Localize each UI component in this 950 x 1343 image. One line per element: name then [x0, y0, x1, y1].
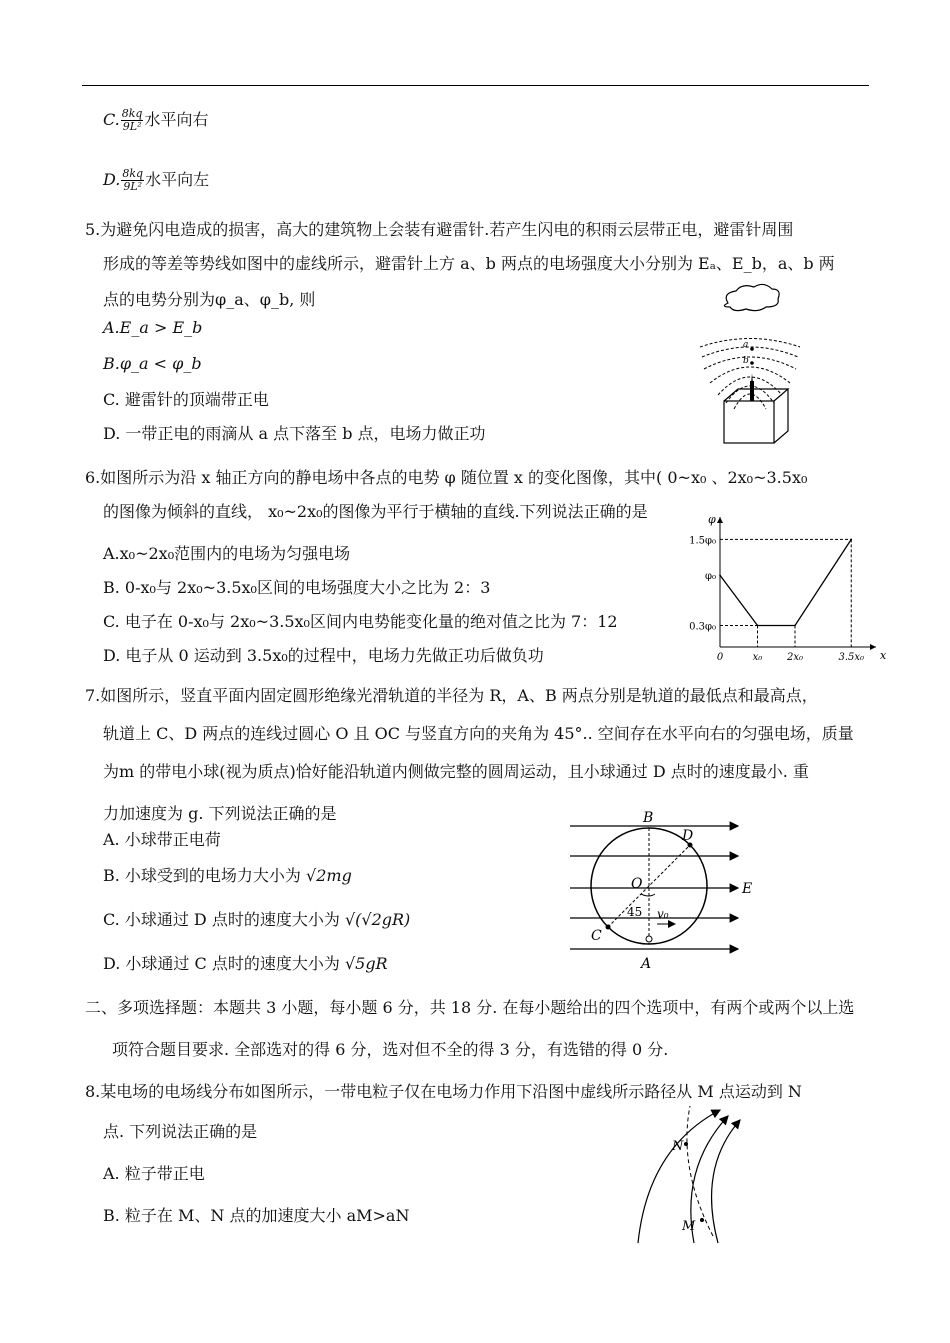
q5-option-d: D. 一带正电的雨滴从 a 点下落至 b 点，电场力做正功	[103, 424, 486, 443]
point-a	[750, 347, 754, 351]
x-axis-label: x	[880, 649, 887, 662]
q5-option-a: A.E_a > E_b	[103, 318, 203, 337]
point-b	[750, 361, 754, 365]
q7-stem-2: 轨道上 C、D 两点的连线过圆心 O 且 OC 与竖直方向的夹角为 45°.. 空间存在水平向右的匀强电场，质量	[103, 724, 854, 743]
chart-series	[719, 539, 852, 627]
data-point	[719, 574, 721, 576]
angle-arc	[641, 894, 655, 896]
chart-guides	[720, 539, 851, 647]
label-c: C	[591, 928, 602, 944]
label-b: b	[743, 356, 749, 366]
cloud	[724, 284, 779, 310]
q7-option-a: A. 小球带正电荷	[103, 830, 221, 849]
q7-stem-1: 7.如图所示，竖直平面内固定圆形绝缘光滑轨道的半径为 R，A、B 两点分别是轨道的最低点和最高点，	[85, 686, 818, 705]
option-label: C.	[103, 110, 120, 129]
q6-option-b: B. 0-x₀与 2x₀~3.5x₀区间的电场强度大小之比为 2：3	[103, 578, 491, 597]
header-rule	[82, 85, 869, 86]
x-tick-label: 0	[716, 652, 724, 663]
q7-circular-track-figure	[565, 806, 765, 976]
y-tick-label: 1.5φ₀	[689, 535, 716, 547]
q7-option-c: C. 小球通过 D 点时的速度大小为 √(√2gR)	[103, 910, 411, 929]
x-tick-label: 2x₀	[786, 652, 804, 663]
label-a: A	[641, 956, 652, 972]
q6-option-c: C. 电子在 0-x₀与 2x₀~3.5x₀区间内电势能变化量的绝对值之比为 7：12	[103, 612, 618, 631]
y-axis-label: φ	[708, 513, 716, 526]
math-expr: √(√2gR)	[344, 910, 411, 929]
q8-field-lines-figure	[628, 1098, 758, 1248]
building	[724, 389, 788, 443]
q6-potential-chart	[682, 513, 887, 670]
option-label: D.	[103, 170, 121, 189]
q6-option-a: A.x₀~2x₀范围内的电场为匀强电场	[103, 544, 351, 563]
label-n: N	[672, 1139, 684, 1154]
y-axis-arrow	[717, 517, 723, 523]
q6-stem-2: 的图像为倾斜的直线， x₀~2x₀的图像为平行于横轴的直线.下列说法正确的是	[103, 502, 648, 521]
label-e: E	[742, 881, 753, 897]
label-a: a	[743, 340, 749, 350]
data-point	[794, 625, 796, 627]
y-tick-label: 0.3φ₀	[689, 621, 716, 633]
x-tick-label: x₀	[752, 652, 763, 663]
label-b: B	[643, 810, 654, 826]
q8-option-a: A. 粒子带正电	[103, 1164, 205, 1183]
q5-option-c: C. 避雷针的顶端带正电	[103, 390, 269, 409]
math-expr: √5gR	[344, 954, 388, 973]
data-point	[850, 539, 852, 541]
phi-series-line	[720, 539, 851, 625]
section2-heading-1: 二、多项选择题：本题共 3 小题，每小题 6 分，共 18 分. 在每小题给出的四个选项中，有两个或两个以上选	[85, 998, 855, 1017]
q7-stem-4: 力加速度为 g. 下列说法正确的是	[103, 804, 337, 823]
data-point	[757, 625, 759, 627]
point-n	[684, 1142, 688, 1146]
math-expr: √2mg	[306, 866, 352, 885]
chart-axes	[717, 517, 876, 650]
q8-option-b: B. 粒子在 M、N 点的加速度大小 aM>aN	[103, 1206, 410, 1225]
q5-stem-2: 形成的等差等势线如图中的虚线所示，避雷针上方 a、b 两点的电场强度大小分别为 Eₐ、E_b，a、b 两	[103, 254, 835, 273]
q5-stem-3: 点的电势分别为φ_a、φ_b, 则	[103, 290, 316, 309]
label-d: D	[682, 828, 694, 844]
y-tick-label: φ₀	[704, 571, 716, 583]
label-m: M	[682, 1219, 696, 1234]
q7-option-d: D. 小球通过 C 点时的速度大小为 √5gR	[103, 954, 388, 973]
q5-option-b: B.φ_a < φ_b	[103, 354, 202, 373]
label-v0: v₀	[657, 907, 669, 921]
q5-stem-1: 5.为避免闪电造成的损害，高大的建筑物上会装有避雷针.若产生闪电的积雨云层带正电，避雷针周围	[85, 220, 794, 239]
q4-option-c: C. $\frac{8kq}{\text{9L²}}$ 水平向右	[103, 107, 209, 133]
label-o: O	[631, 876, 643, 892]
section2-heading-2: 项符合题目要求. 全部选对的得 6 分，选对但不全的得 3 分，有选错的得 0 分.	[112, 1040, 669, 1059]
q7-stem-3: 为m 的带电小球(视为质点)恰好能沿轨道内侧做完整的圆周运动，且小球通过 D 点时的速度最小. 重	[103, 762, 809, 781]
point-c	[606, 925, 611, 930]
q6-stem-1: 6.如图所示为沿 x 轴正方向的静电场中各点的电势 φ 随位置 x 的变化图像，其中( 0~x₀ 、2x₀~3.5x₀	[85, 468, 808, 487]
x-tick-label: 3.5x₀	[838, 652, 865, 663]
q8-stem-2: 点. 下列说法正确的是	[103, 1122, 258, 1141]
q8-stem-1: 8.某电场的电场线分布如图所示，一带电粒子仅在电场力作用下沿图中虚线所示路径从 M 点运动到 N	[85, 1082, 802, 1101]
label-angle: 45	[627, 905, 643, 919]
ball	[646, 936, 652, 942]
rod	[750, 381, 754, 401]
point-m	[700, 1218, 704, 1222]
q4-option-d: D. $\frac{8kq}{\text{9L²}}$ 水平向左	[103, 167, 210, 193]
q7-option-b: B. 小球受到的电场力大小为 √2mg	[103, 866, 352, 885]
x-axis-arrow	[870, 644, 876, 650]
chart-labels	[689, 513, 887, 663]
q5-lightning-rod-figure	[680, 285, 820, 455]
q6-option-d: D. 电子从 0 运动到 3.5x₀的过程中，电场力先做正功后做负功	[103, 646, 544, 665]
